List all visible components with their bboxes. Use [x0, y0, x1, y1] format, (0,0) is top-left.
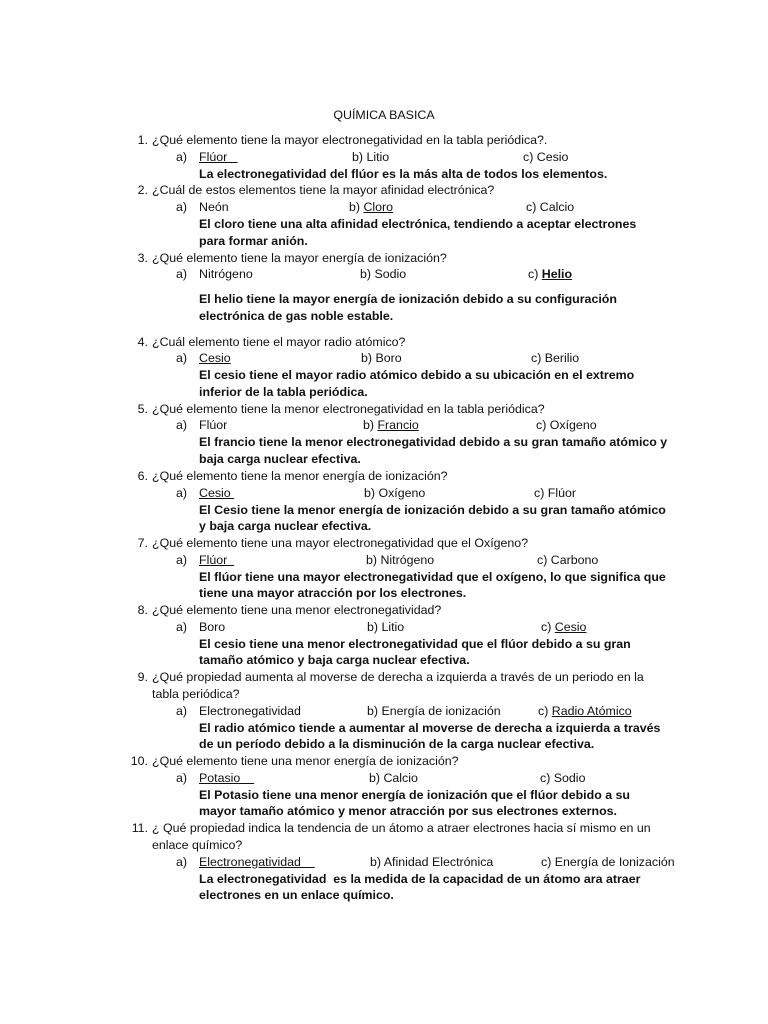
- option-b-answer: Francio: [377, 418, 419, 433]
- question-7: [128, 535, 668, 602]
- answer-text: El Cesio tiene la menor energía de ionización debido a su gran tamaño atómico y baja carga nuclear efectiva.: [199, 502, 666, 534]
- question-number: 2.: [137, 183, 148, 198]
- option-b: b) Sodio: [360, 267, 407, 282]
- answer-text: El cesio tiene una menor electronegatividad que el flúor debido a su gran tamaño atómico y baja carga nuclear efectiva.: [199, 636, 631, 668]
- option-b: b) Afinidad Electrónica: [370, 854, 494, 869]
- question-3: [128, 250, 668, 325]
- option-letter: a): [176, 267, 188, 282]
- question-number: 6.: [137, 468, 148, 483]
- option-a: Electronegatividad: [199, 854, 315, 869]
- option-c: c) Cesio: [523, 149, 569, 164]
- question-list: [128, 132, 675, 904]
- question-text: ¿Qué elemento tiene una menor electronegatividad?: [152, 603, 442, 618]
- question-text: ¿Cuál elemento tiene el mayor radio atómico?: [152, 334, 406, 349]
- option-letter: a): [176, 552, 188, 567]
- option-letter: a): [176, 200, 188, 215]
- option-letter: a): [176, 619, 188, 634]
- option-b: b) Boro: [361, 351, 402, 366]
- option-letter: a): [176, 149, 188, 164]
- options-row: [152, 417, 668, 434]
- question-10: [128, 753, 668, 820]
- option-a: Cesio: [199, 485, 235, 500]
- answer-text: El cloro tiene una alta afinidad electrónica, tendiendo a aceptar electrones para formar anión.: [199, 217, 637, 248]
- question-9: [128, 669, 668, 753]
- option-letter: a): [176, 703, 188, 718]
- question-number: 1.: [137, 133, 148, 147]
- option-c: c) Carbono: [537, 552, 599, 567]
- question-11: [128, 820, 675, 904]
- option-c-prefix: c): [538, 703, 552, 718]
- answer-text: La electronegatividad del flúor es la más alta de todos los elementos.: [199, 166, 608, 181]
- answer-text: El helio tiene la mayor energía de ionización debido a su configuración electrónica de gas noble estable.: [199, 292, 617, 323]
- question-5: [128, 401, 668, 468]
- question-number: 10.: [130, 753, 148, 768]
- option-a: Flúor: [199, 418, 228, 433]
- question-number: 7.: [137, 535, 148, 550]
- option-c-answer: Radio Atómico: [551, 703, 632, 718]
- question-number: 8.: [137, 603, 148, 618]
- option-c-answer: Cesio: [554, 619, 587, 634]
- answer-text: La electronegatividad es la medida de la capacidad de un átomo ara atraer electrones en un enlace químico.: [199, 871, 644, 903]
- option-b-prefix: b): [363, 418, 378, 433]
- question-text: ¿Qué elemento tiene una menor energía de ionización?: [152, 753, 459, 768]
- option-a: Nitrógeno: [199, 267, 253, 282]
- option-letter: a): [176, 485, 188, 500]
- options-row: [152, 552, 668, 569]
- question-6: [128, 468, 668, 535]
- option-c: c) Berilio: [531, 351, 580, 366]
- question-number: 3.: [137, 250, 148, 265]
- option-c: c) Energía de Ionización: [541, 854, 675, 869]
- answer-text: El Potasio tiene una menor energía de ionización que el flúor debido a su mayor tamaño atómico y menor atracción por sus electrones externos.: [199, 787, 630, 819]
- option-b: b) Litio: [367, 619, 405, 634]
- option-b: b) Nitrógeno: [366, 552, 435, 567]
- options-row: [152, 703, 668, 720]
- options-row: [152, 770, 668, 787]
- option-a: Potasio: [199, 770, 255, 785]
- option-c: [528, 266, 572, 283]
- question-1: [128, 132, 668, 182]
- option-b: [363, 417, 419, 434]
- option-c: c) Calcio: [526, 200, 575, 215]
- options-row: [152, 619, 668, 636]
- option-a: Flúor: [199, 149, 238, 164]
- question-number: 11.: [131, 821, 148, 836]
- option-letter: a): [176, 770, 188, 785]
- option-b: b) Energía de ionización: [367, 703, 501, 718]
- question-number: 9.: [137, 670, 148, 685]
- option-c: c) Flúor: [534, 485, 576, 500]
- option-c: [538, 703, 632, 720]
- question-number: 5.: [137, 401, 148, 416]
- question-text: ¿Cuál de estos elementos tiene la mayor afinidad electrónica?: [152, 183, 495, 198]
- question-4: [128, 334, 668, 401]
- option-a: Flúor: [199, 552, 235, 567]
- answer-text: El flúor tiene una mayor electronegatividad que el oxígeno, lo que significa que tiene una mayor atracción por los electrones.: [199, 569, 666, 601]
- option-b-prefix: b): [349, 200, 364, 215]
- option-b: b) Oxígeno: [364, 485, 426, 500]
- option-b-answer: Cloro: [363, 200, 394, 215]
- options-row: [152, 350, 668, 367]
- option-letter: a): [176, 854, 188, 869]
- answer-text: El francio tiene la menor electronegatividad debido a su gran tamaño atómico y baja carga nuclear efectiva.: [199, 435, 668, 467]
- document-title: QUÍMICA BASICA: [333, 108, 435, 122]
- options-row: [152, 266, 668, 283]
- option-c-answer: Helio: [541, 267, 573, 282]
- question-text: ¿Qué elemento tiene una mayor electronegatividad que el Oxígeno?: [152, 535, 529, 550]
- question-text: ¿ Qué propiedad indica la tendencia de un átomo a atraer electrones hacia sí mismo en un enlace químico?: [152, 821, 651, 852]
- question-text: ¿Qué elemento tiene la menor electronegatividad en la tabla periódica?: [152, 401, 545, 416]
- option-c-prefix: c): [541, 619, 555, 634]
- question-text: ¿Qué elemento tiene la menor energía de ionización?: [152, 468, 448, 483]
- question-text: ¿Qué elemento tiene la mayor electronegatividad en la tabla periódica?.: [152, 133, 548, 147]
- options-row: [152, 854, 675, 871]
- options-row: [152, 199, 668, 216]
- question-8: [128, 602, 668, 669]
- option-a: Boro: [199, 619, 226, 634]
- option-c: [541, 619, 586, 636]
- option-a: Cesio: [199, 351, 231, 366]
- question-text: ¿Qué elemento tiene la mayor energía de ionización?: [152, 250, 447, 265]
- option-c: c) Oxígeno: [536, 418, 597, 433]
- answer-text: El radio atómico tiende a aumentar al moverse de derecha a izquierda a través de un período debido a la disminución de la carga nuclear efectiva.: [199, 720, 661, 752]
- option-b: b) Calcio: [369, 770, 418, 785]
- option-a: Electronegatividad: [199, 703, 301, 718]
- option-b: b) Litio: [352, 149, 390, 164]
- option-a: Neón: [199, 200, 229, 215]
- option-letter: a): [176, 418, 188, 433]
- question-text: ¿Qué propiedad aumenta al moverse de derecha a izquierda a través de un periodo en la tabla periódica?: [152, 670, 644, 701]
- options-row: [152, 485, 668, 502]
- question-2: [128, 182, 668, 249]
- option-b: [349, 199, 393, 216]
- option-c-prefix: c): [528, 267, 542, 282]
- option-letter: a): [176, 351, 188, 366]
- question-number: 4.: [137, 334, 148, 349]
- options-row: [152, 149, 668, 166]
- answer-text: El cesio tiene el mayor radio atómico debido a su ubicación en el extremo inferior de la tabla periódica.: [199, 368, 635, 400]
- option-c: c) Sodio: [540, 770, 586, 785]
